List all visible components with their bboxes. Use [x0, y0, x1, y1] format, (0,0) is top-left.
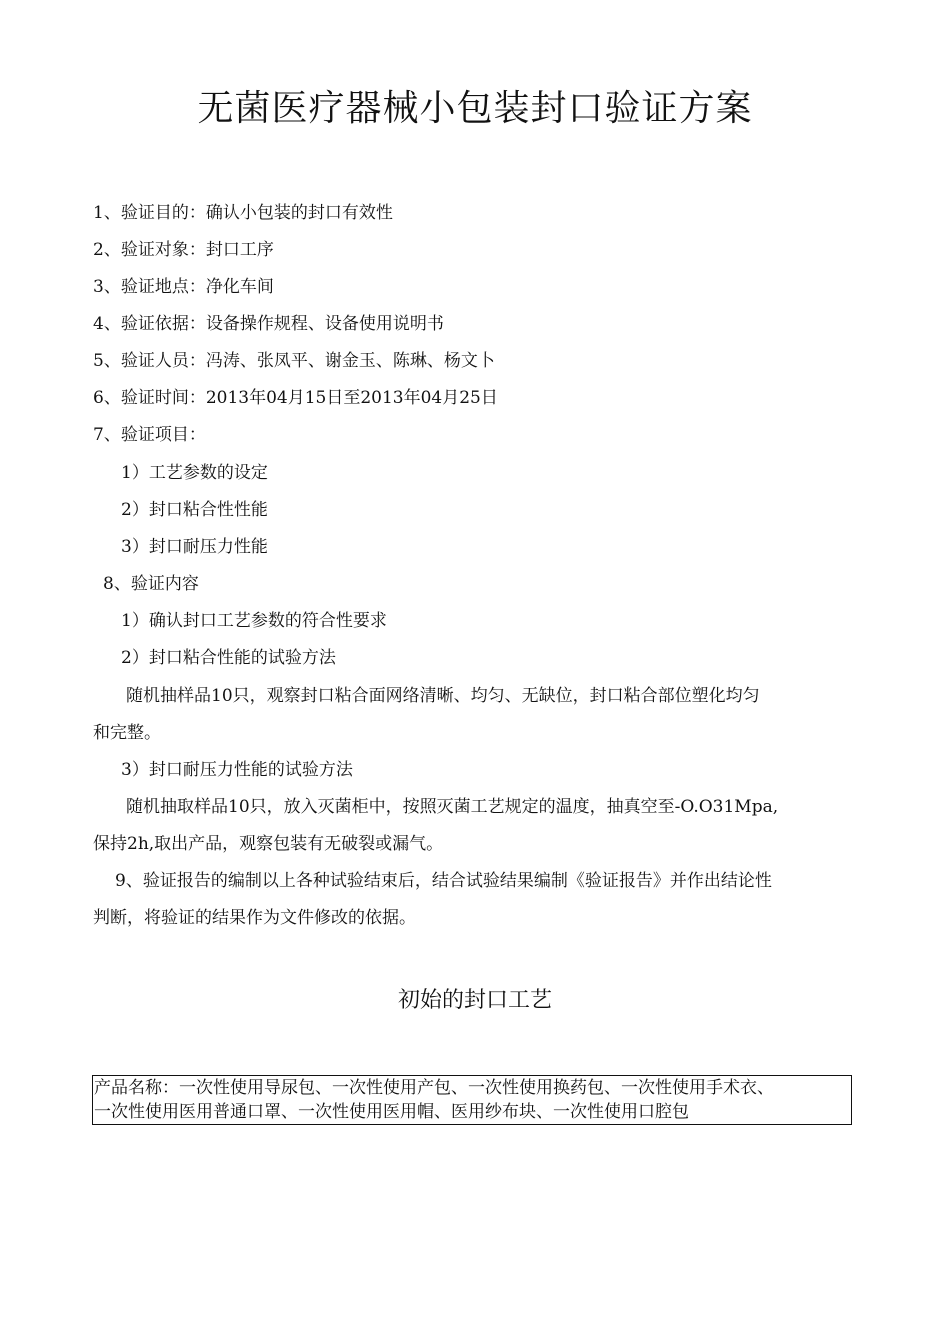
project-3: 3）封口耐压力性能 — [121, 537, 268, 557]
content-2: 2）封口粘合性能的试验方法 — [121, 648, 336, 668]
document-title: 无菌医疗器械小包装封口验证方案 — [197, 88, 753, 129]
item-time: 6、验证时间：2013年04月15日至2013年04月25日 — [93, 388, 498, 408]
content-2-paragraph-line1: 随机抽样品10只，观察封口粘合面网络清晰、均匀、无缺位，封口粘合部位塑化均匀 — [126, 686, 760, 706]
item-basis: 4、验证依据：设备操作规程、设备使用说明书 — [93, 314, 444, 334]
content-3-paragraph-line1: 随机抽取样品10只，放入灭菌柜中，按照灭菌工艺规定的温度，抽真空至-O.O31Mpa, — [126, 797, 779, 817]
item-projects: 7、验证项目： — [93, 425, 206, 445]
item-content: 8、验证内容 — [103, 574, 199, 594]
project-2: 2）封口粘合性性能 — [121, 500, 268, 520]
item-personnel: 5、验证人员：冯涛、张凤平、谢金玉、陈琳、杨文卜 — [93, 351, 495, 371]
item-location: 3、验证地点：净化车间 — [93, 277, 274, 297]
content-2-paragraph-line2: 和完整。 — [93, 723, 161, 743]
product-name-line1: 产品名称：一次性使用导尿包、一次性使用产包、一次性使用换药包、一次性使用手术衣、 — [94, 1078, 774, 1098]
product-name-line2: 一次性使用医用普通口罩、一次性使用医用帽、医用纱布块、一次性使用口腔包 — [94, 1102, 689, 1122]
content-3-paragraph-line2: 保持2h,取出产品，观察包装有无破裂或漏气。 — [93, 834, 444, 854]
project-1: 1）工艺参数的设定 — [121, 463, 268, 483]
item-report-line1: 9、验证报告的编制以上各种试验结束后，结合试验结果编制《验证报告》并作出结论性 — [115, 871, 772, 891]
product-name-box — [92, 1075, 852, 1125]
item-report-line2: 判断，将验证的结果作为文件修改的依据。 — [93, 908, 416, 928]
item-object: 2、验证对象：封口工序 — [93, 240, 274, 260]
content-3: 3）封口耐压力性能的试验方法 — [121, 760, 353, 780]
section-title: 初始的封口工艺 — [397, 988, 552, 1013]
content-1: 1）确认封口工艺参数的符合性要求 — [121, 611, 387, 631]
item-purpose: 1、验证目的：确认小包装的封口有效性 — [93, 203, 393, 223]
